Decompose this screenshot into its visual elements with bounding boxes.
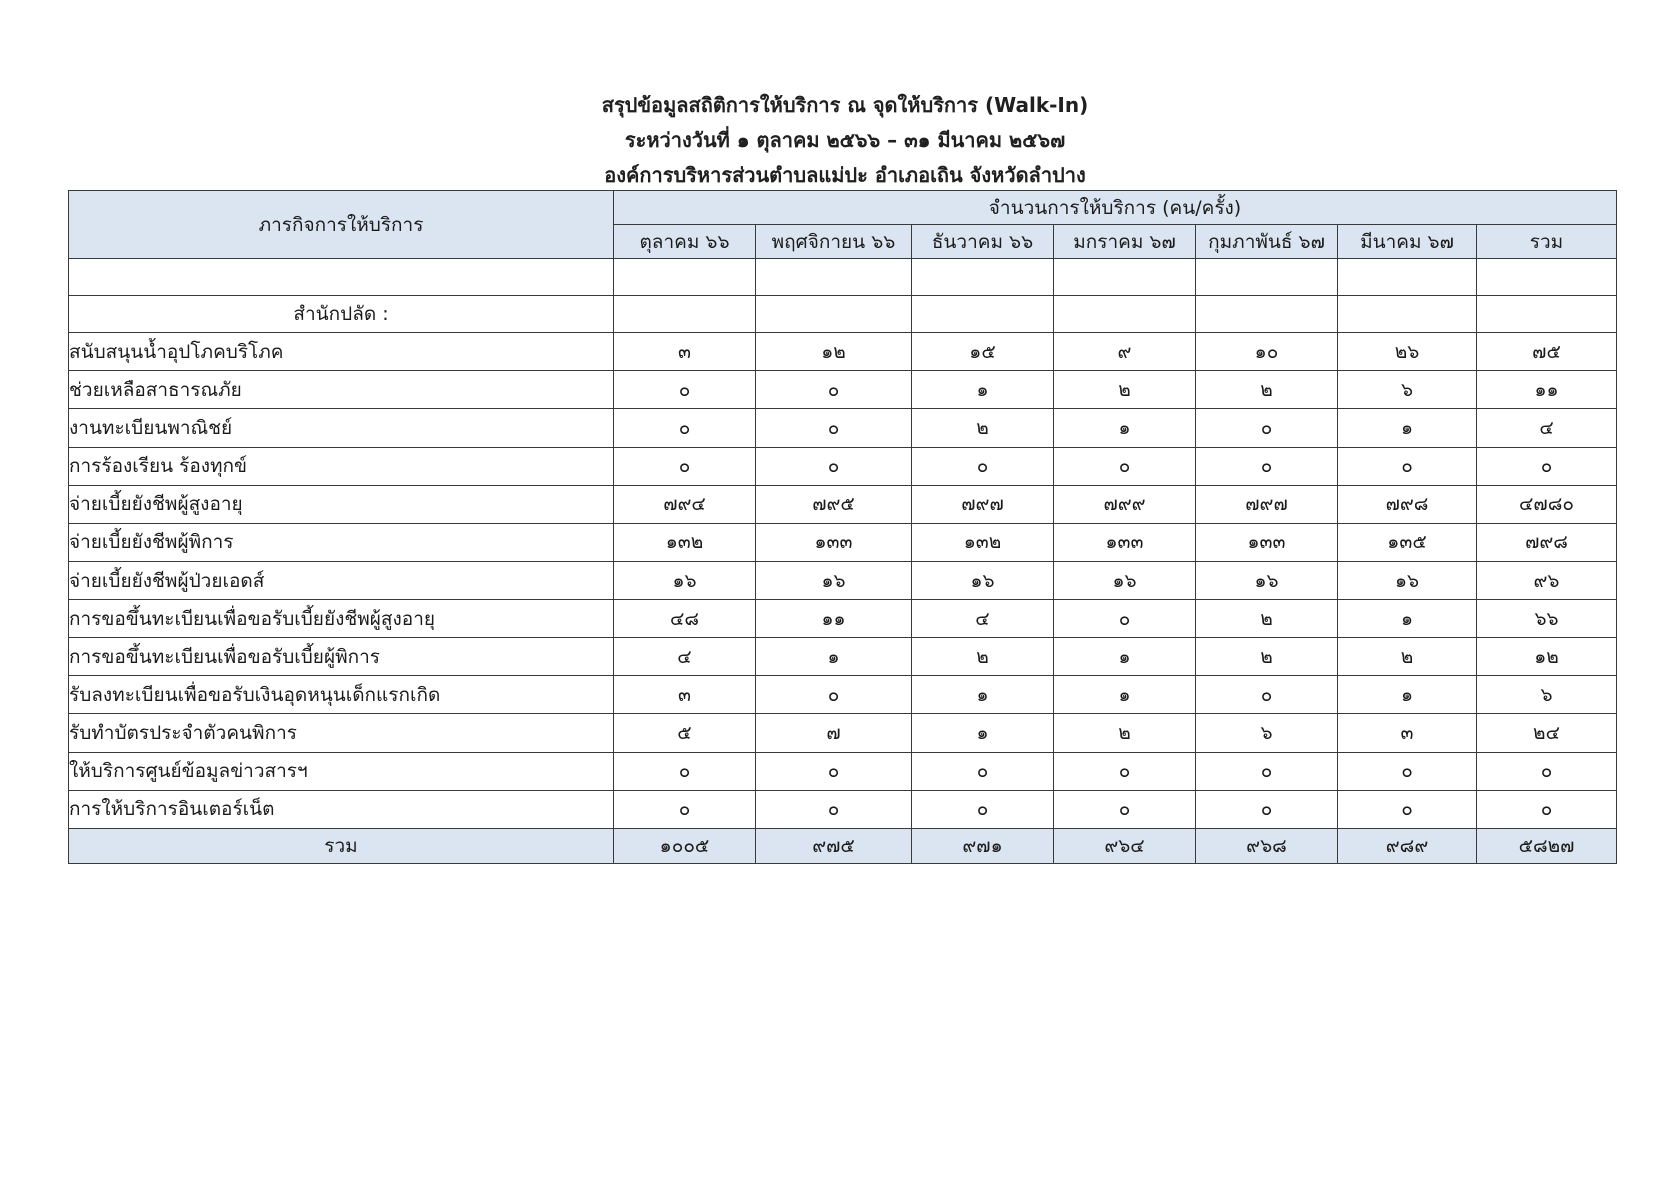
count-cell: ๗๙๔ (614, 485, 756, 523)
total-cell: ๙๗๑ (912, 828, 1054, 863)
total-label: รวม (69, 828, 614, 863)
activity-label: จ่ายเบี้ยยังชีพผู้ป่วยเอดส์ (69, 561, 614, 599)
count-cell: ๑ (1054, 638, 1196, 676)
table-row (69, 371, 1617, 409)
count-cell: ๗๙๗ (1196, 485, 1338, 523)
table-row (69, 561, 1617, 599)
count-cell: ๐ (1196, 752, 1338, 790)
month-header: มีนาคม ๖๗ (1338, 225, 1477, 259)
title-line-1: สรุปข้อมูลสถิติการให้บริการ ณ จุดให้บริการ (Walk-In) (601, 93, 1089, 117)
count-cell: ๑๓๕ (1338, 523, 1477, 561)
count-cell: ๐ (756, 790, 912, 828)
count-cell: ๑๓๓ (1196, 523, 1338, 561)
count-cell: ๐ (614, 790, 756, 828)
count-cell: ๑๒ (756, 333, 912, 371)
count-cell: ๖ (1338, 371, 1477, 409)
total-cell: ๙๖๔ (1054, 828, 1196, 863)
table-body (69, 259, 1617, 864)
activity-label: งานทะเบียนพาณิชย์ (69, 409, 614, 447)
activity-label: รับลงทะเบียนเพื่อขอรับเงินอุดหนุนเด็กแรกเกิด (69, 676, 614, 714)
table-row (69, 600, 1617, 638)
count-cell: ๔ (912, 600, 1054, 638)
count-cell: ๗ (756, 714, 912, 752)
count-cell: ๑๓๓ (1054, 523, 1196, 561)
table-row (69, 638, 1617, 676)
count-cell: ๗๙๙ (1054, 485, 1196, 523)
count-cell: ๒ (1054, 371, 1196, 409)
grand-total-cell: ๕๘๒๗ (1477, 828, 1617, 863)
count-cell: ๐ (614, 752, 756, 790)
count-cell: ๐ (1054, 790, 1196, 828)
month-header: มกราคม ๖๗ (1054, 225, 1196, 259)
count-cell: ๐ (756, 409, 912, 447)
row-total-cell: ๐ (1477, 447, 1617, 485)
count-cell: ๐ (1054, 752, 1196, 790)
activity-label: การร้องเรียน ร้องทุกข์ (69, 447, 614, 485)
month-header: กุมภาพันธ์ ๖๗ (1196, 225, 1338, 259)
activity-label: สนับสนุนน้ำอุปโภคบริโภค (69, 333, 614, 371)
row-total-cell: ๖ (1477, 676, 1617, 714)
activity-label: การขอขึ้นทะเบียนเพื่อขอรับเบี้ยผู้พิการ (69, 638, 614, 676)
table-row (69, 790, 1617, 828)
month-header: ธันวาคม ๖๖ (912, 225, 1054, 259)
row-total-cell: ๐ (1477, 790, 1617, 828)
count-cell: ๗๙๕ (756, 485, 912, 523)
table-row (69, 523, 1617, 561)
document-heading (0, 88, 1671, 193)
service-statistics-table (68, 190, 1617, 864)
total-cell: ๙๖๘ (1196, 828, 1338, 863)
count-cell: ๒ (912, 409, 1054, 447)
count-cell: ๐ (1338, 447, 1477, 485)
count-cell: ๑๖ (756, 561, 912, 599)
total-cell: ๙๗๕ (756, 828, 912, 863)
activity-label: จ่ายเบี้ยยังชีพผู้สูงอายุ (69, 485, 614, 523)
count-cell: ๖ (1196, 714, 1338, 752)
count-cell: ๐ (1338, 752, 1477, 790)
count-cell: ๐ (614, 409, 756, 447)
table-row (69, 447, 1617, 485)
count-cell: ๒ (1196, 600, 1338, 638)
row-total-cell: ๐ (1477, 752, 1617, 790)
service-count-header: จำนวนการให้บริการ (คน/ครั้ง) (614, 191, 1617, 225)
row-total-cell: ๑๑ (1477, 371, 1617, 409)
count-cell: ๐ (1054, 447, 1196, 485)
total-row (69, 828, 1617, 863)
count-cell: ๐ (1196, 409, 1338, 447)
count-cell: ๑๖ (912, 561, 1054, 599)
count-cell: ๑ (1054, 409, 1196, 447)
row-total-cell: ๔ (1477, 409, 1617, 447)
count-cell: ๑ (1338, 600, 1477, 638)
count-cell: ๐ (756, 371, 912, 409)
count-cell: ๐ (912, 790, 1054, 828)
count-cell: ๐ (1196, 447, 1338, 485)
count-cell: ๐ (1054, 600, 1196, 638)
count-cell: ๑ (1054, 676, 1196, 714)
count-cell: ๗๙๗ (912, 485, 1054, 523)
count-cell: ๔ (614, 638, 756, 676)
table-row (69, 676, 1617, 714)
count-cell: ๑๓๓ (756, 523, 912, 561)
count-cell: ๑๖ (1196, 561, 1338, 599)
count-cell: ๐ (614, 447, 756, 485)
activity-column-header: ภารกิจการให้บริการ (69, 191, 614, 259)
count-cell: ๐ (912, 447, 1054, 485)
count-cell: ๐ (756, 752, 912, 790)
row-total-cell: ๒๔ (1477, 714, 1617, 752)
count-cell: ๑๑ (756, 600, 912, 638)
count-cell: ๐ (912, 752, 1054, 790)
row-total-cell: ๙๖ (1477, 561, 1617, 599)
row-total-cell: ๔๗๘๐ (1477, 485, 1617, 523)
count-cell: ๑๖ (1338, 561, 1477, 599)
count-cell: ๒๖ (1338, 333, 1477, 371)
count-cell: ๒ (1054, 714, 1196, 752)
count-cell: ๓ (614, 333, 756, 371)
table-row (69, 485, 1617, 523)
activity-label: การให้บริการอินเตอร์เน็ต (69, 790, 614, 828)
section-label: สำนักปลัด : (69, 296, 614, 333)
table-row (69, 714, 1617, 752)
month-header: ตุลาคม ๖๖ (614, 225, 756, 259)
table-row (69, 752, 1617, 790)
count-cell: ๑ (912, 676, 1054, 714)
count-cell: ๐ (1338, 790, 1477, 828)
blank-row (69, 259, 1617, 296)
row-total-cell: ๑๒ (1477, 638, 1617, 676)
count-cell: ๗๙๘ (1338, 485, 1477, 523)
count-cell: ๑๖ (1054, 561, 1196, 599)
row-total-cell: ๖๖ (1477, 600, 1617, 638)
section-row (69, 296, 1617, 333)
activity-label: การขอขึ้นทะเบียนเพื่อขอรับเบี้ยยังชีพผู้สูงอายุ (69, 600, 614, 638)
count-cell: ๔๘ (614, 600, 756, 638)
row-total-cell: ๗๕ (1477, 333, 1617, 371)
count-cell: ๑๐ (1196, 333, 1338, 371)
count-cell: ๐ (756, 676, 912, 714)
total-column-header: รวม (1477, 225, 1617, 259)
count-cell: ๑ (912, 371, 1054, 409)
count-cell: ๑ (1338, 409, 1477, 447)
count-cell: ๓ (614, 676, 756, 714)
total-cell: ๙๘๙ (1338, 828, 1477, 863)
table-row (69, 409, 1617, 447)
count-cell: ๑ (1338, 676, 1477, 714)
count-cell: ๐ (756, 447, 912, 485)
count-cell: ๙ (1054, 333, 1196, 371)
count-cell: ๐ (1196, 676, 1338, 714)
title-line-2: ระหว่างวันที่ ๑ ตุลาคม ๒๕๖๖ – ๓๑ มีนาคม ๒๕๖๗ (624, 128, 1066, 152)
count-cell: ๐ (614, 371, 756, 409)
table-row (69, 333, 1617, 371)
count-cell: ๑ (756, 638, 912, 676)
total-cell: ๑๐๐๕ (614, 828, 756, 863)
count-cell: ๒ (1196, 371, 1338, 409)
count-cell: ๑๓๒ (912, 523, 1054, 561)
row-total-cell: ๗๙๘ (1477, 523, 1617, 561)
activity-label: ให้บริการศูนย์ข้อมูลข่าวสารฯ (69, 752, 614, 790)
activity-label: ช่วยเหลือสาธารณภัย (69, 371, 614, 409)
count-cell: ๒ (912, 638, 1054, 676)
count-cell: ๒ (1196, 638, 1338, 676)
count-cell: ๒ (1338, 638, 1477, 676)
title-line-3: องค์การบริหารส่วนตำบลแม่ปะ อำเภอเถิน จังหวัดลำปาง (604, 163, 1086, 187)
count-cell: ๐ (1196, 790, 1338, 828)
count-cell: ๑ (912, 714, 1054, 752)
count-cell: ๑๕ (912, 333, 1054, 371)
count-cell: ๑๖ (614, 561, 756, 599)
activity-label: รับทำบัตรประจำตัวคนพิการ (69, 714, 614, 752)
month-header: พฤศจิกายน ๖๖ (756, 225, 912, 259)
count-cell: ๑๓๒ (614, 523, 756, 561)
count-cell: ๕ (614, 714, 756, 752)
activity-label: จ่ายเบี้ยยังชีพผู้พิการ (69, 523, 614, 561)
count-cell: ๓ (1338, 714, 1477, 752)
